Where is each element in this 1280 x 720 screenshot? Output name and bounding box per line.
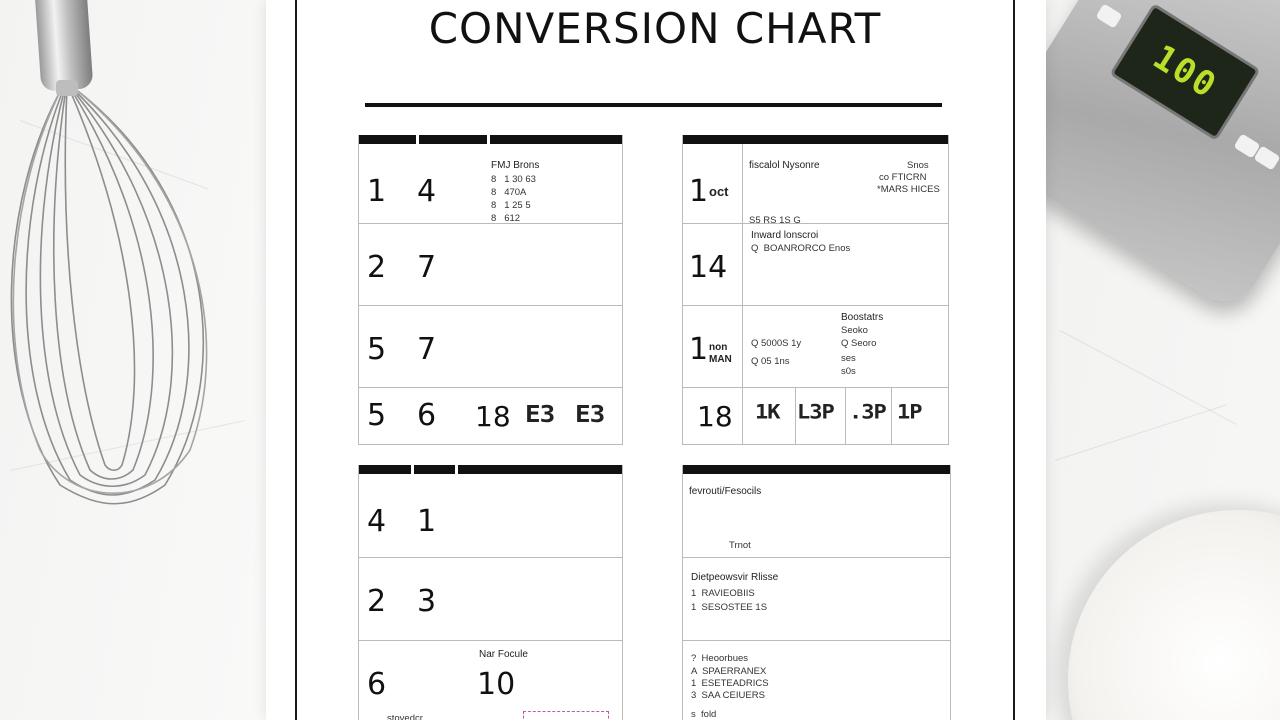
cell-note: co FTICRN	[879, 172, 927, 183]
cell-value: 14	[689, 250, 728, 285]
cell-note: 8 1 25 5	[491, 200, 531, 211]
cell-note: s0s	[841, 366, 856, 377]
cell-value: 18	[475, 400, 511, 433]
cell-value: .3P	[849, 401, 886, 424]
column-divider	[891, 388, 892, 444]
cell-value: 1K	[755, 401, 780, 424]
cell-note: Nar Focule	[479, 649, 528, 660]
cell-note: s fold	[691, 709, 717, 720]
table-top-right	[682, 135, 949, 445]
cell-note: ? Heoorbues	[691, 653, 749, 664]
cell-note: Dietpeowsvir Rlisse	[691, 572, 779, 583]
cell-note: 8 470A	[491, 187, 527, 198]
table-row	[683, 641, 950, 720]
cell-value: 3	[417, 584, 437, 619]
cell-note: *MARS HICES	[877, 184, 940, 195]
table-row	[359, 144, 622, 224]
cell-note: 1 RAVIEOBIIS	[691, 588, 755, 599]
cell-note: Snos	[907, 160, 929, 171]
table-header-bar	[359, 135, 622, 144]
table-bottom-right	[682, 465, 951, 720]
cell-value: E3	[525, 401, 555, 429]
cell-value: 5	[367, 332, 387, 367]
cell-value: 4	[367, 504, 387, 539]
cell-note: non MAN	[709, 342, 732, 365]
table-top-left	[358, 135, 623, 445]
highlight-box	[523, 711, 609, 720]
cell-value: 1	[689, 174, 709, 209]
cell-note: S5 RS 1S G	[749, 215, 801, 226]
table-header-bar	[683, 135, 948, 144]
cell-value: L3P	[797, 401, 834, 424]
table-row	[683, 224, 948, 306]
table-header-bar	[683, 465, 950, 474]
page-title: CONVERSION CHART	[428, 4, 882, 53]
cell-note: fiscalol Nysonre	[749, 160, 820, 171]
cell-note: 3 SAA CEIUERS	[691, 690, 765, 701]
cell-note: FMJ Brons	[491, 160, 540, 171]
cell-value: E3	[575, 401, 605, 429]
title-divider	[365, 103, 942, 107]
cell-note: 1 SESOSTEE 1S	[691, 602, 768, 613]
cell-value: 2	[367, 584, 387, 619]
scale-readout: 100	[1145, 37, 1225, 107]
cell-value: 2	[367, 250, 387, 285]
cell-note: stovedcr	[387, 713, 423, 720]
cell-value: 6	[367, 667, 387, 702]
marble-vein	[1060, 330, 1237, 425]
cell-value: 10	[477, 667, 516, 702]
cell-value: 1	[689, 332, 709, 367]
table-row	[683, 388, 948, 445]
cell-note: Inward lonscroi	[751, 230, 819, 241]
table-row	[683, 306, 948, 388]
cell-note: fevrouti/Fesocils	[689, 486, 762, 497]
table-bottom-left	[358, 465, 623, 720]
cell-note: Q Seoro	[841, 338, 877, 349]
table-row	[683, 558, 950, 641]
table-row	[359, 558, 622, 641]
marble-vein	[1055, 404, 1226, 461]
cell-note: Trnot	[729, 540, 751, 551]
column-divider	[795, 388, 796, 444]
cell-note: oct	[709, 184, 729, 199]
cell-value: 18	[697, 400, 733, 433]
table-header-bar	[359, 465, 622, 474]
cell-note: Q BOANRORCO Enos	[751, 243, 851, 254]
table-row	[683, 474, 950, 558]
cell-value: 7	[417, 250, 437, 285]
table-row	[359, 306, 622, 388]
cell-value: 6	[417, 398, 437, 433]
cell-note: Q 05 1ns	[751, 356, 790, 367]
column-divider	[845, 388, 846, 444]
table-row	[359, 224, 622, 306]
cell-value: 4	[417, 174, 437, 209]
table-row	[359, 474, 622, 558]
cell-note: 1 ESETEADRICS	[691, 678, 769, 689]
cell-note: ses	[841, 353, 856, 364]
whisk-handle	[35, 0, 94, 92]
cell-note: 8 1 30 63	[491, 174, 536, 185]
cell-value: 1	[367, 174, 387, 209]
cell-note: A SPAERRANEX	[691, 666, 767, 677]
table-row	[359, 641, 622, 720]
cell-value: 1	[417, 504, 437, 539]
cell-note: Boostatrs	[841, 312, 884, 323]
table-row	[683, 144, 948, 224]
cell-note: 8 612	[491, 213, 521, 224]
cell-value: 5	[367, 398, 387, 433]
cell-note: Seoko	[841, 325, 868, 336]
flour-bowl	[1068, 510, 1280, 720]
cell-value: 1P	[897, 401, 922, 424]
cell-value: 7	[417, 332, 437, 367]
cell-note: Q 5000S 1y	[751, 338, 802, 349]
whisk-icon	[0, 80, 240, 520]
table-row	[359, 388, 622, 445]
